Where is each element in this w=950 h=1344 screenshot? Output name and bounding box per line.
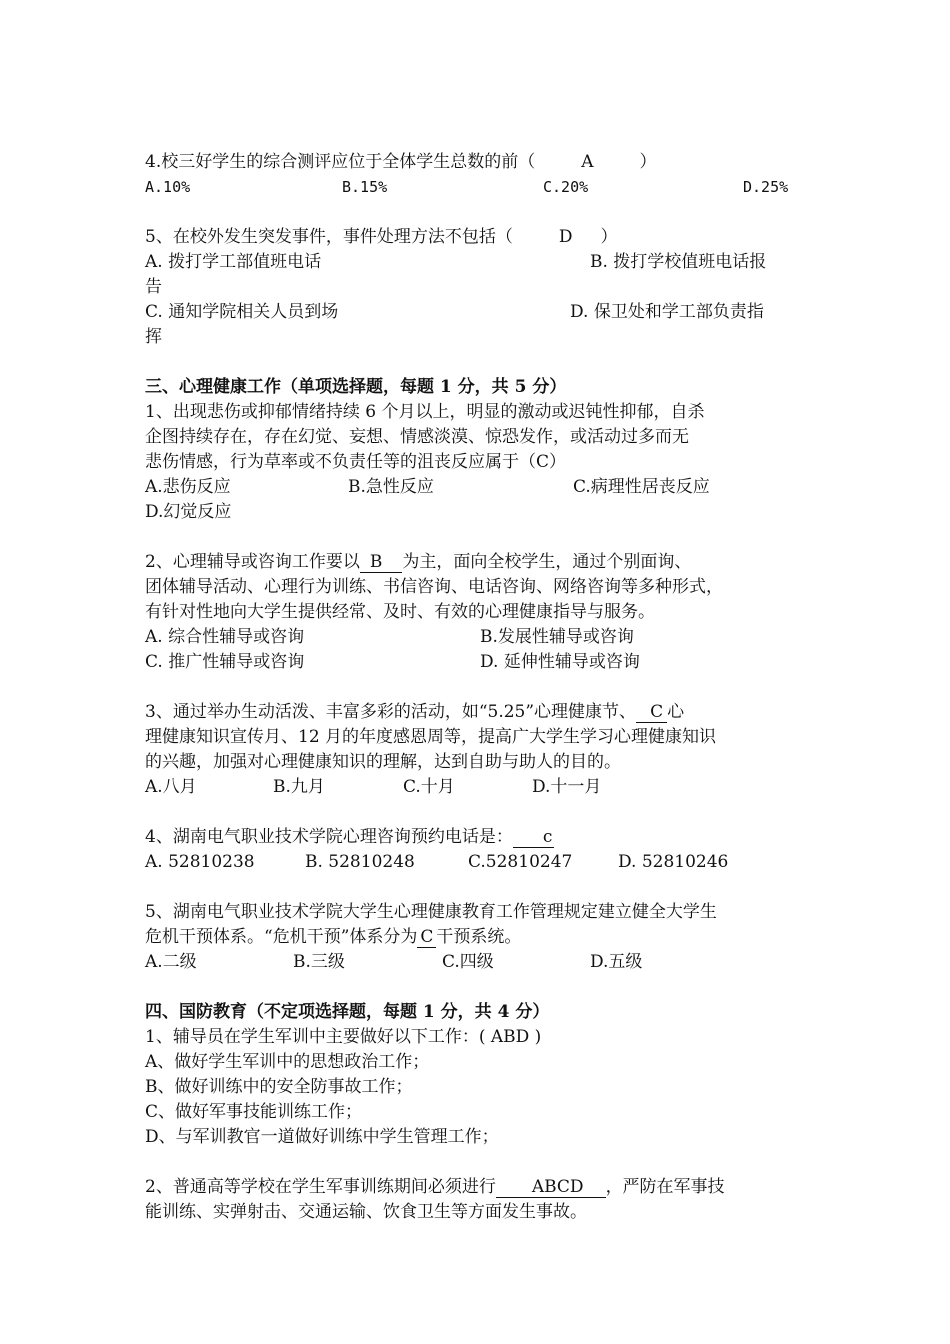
answer-letter: D bbox=[558, 227, 573, 247]
s4-q1-stem: 1、辅导员在学生军训中主要做好以下工作：( ABD ) bbox=[145, 1027, 542, 1047]
answer-blank: c bbox=[513, 827, 555, 848]
s3-q2-line-1 bbox=[145, 550, 810, 575]
s3-q1-options bbox=[145, 475, 810, 500]
section-4-title: 四、国防教育（不定项选择题，每题 1 分，共 4 分） bbox=[145, 1002, 550, 1022]
s3-q1-line-1: 1、出现悲伤或抑郁情绪持续 6 个月以上，明显的激动或迟钝性抑郁，自杀 bbox=[145, 402, 705, 422]
option-d: D、与军训教官一道做好训练中学生管理工作； bbox=[145, 1127, 499, 1147]
question-text: ，严防在军事技 bbox=[605, 1177, 725, 1197]
option-a: A. 拨打学工部值班电话 bbox=[145, 252, 322, 272]
option-d: D.五级 bbox=[590, 952, 643, 972]
option-d-wrap: 挥 bbox=[145, 327, 162, 347]
answer-letter: A bbox=[581, 152, 594, 172]
question-text: 干预系统。 bbox=[436, 927, 522, 947]
option-b: B.发展性辅导或咨询 bbox=[480, 627, 634, 647]
option-c: C. 通知学院相关人员到场 bbox=[145, 302, 339, 322]
option-a: A. 52810238 bbox=[145, 852, 255, 872]
s3-q3-line-2: 理健康知识宣传月、12 月的年度感恩周等，提高广大学生学习心理健康知识 bbox=[145, 727, 717, 747]
s3-q4-options bbox=[145, 850, 810, 875]
s3-q5-line-2 bbox=[145, 925, 810, 950]
s3-q5-options bbox=[145, 950, 810, 975]
s3-q1-line-3: 悲伤情感，行为草率或不负责任等的沮丧反应属于（C） bbox=[145, 452, 567, 472]
s4-q2-line-1 bbox=[145, 1175, 810, 1200]
option-a: A. 综合性辅导或咨询 bbox=[145, 627, 305, 647]
question-5-options-cd bbox=[145, 300, 810, 325]
option-d: D. 保卫处和学工部负责指 bbox=[570, 302, 764, 322]
s3-q1-line-2: 企图持续存在，存在幻觉、妄想、情感淡漠、惊恐发作，或活动过多而无 bbox=[145, 427, 689, 447]
s3-q2-line-3: 有针对性地向大学生提供经常、及时、有效的心理健康指导与服务。 bbox=[145, 602, 655, 622]
option-b-wrap: 告 bbox=[145, 277, 162, 297]
option-c: C. 推广性辅导或咨询 bbox=[145, 652, 305, 672]
answer-blank: C bbox=[417, 927, 436, 948]
option-c: C.20% bbox=[543, 178, 589, 196]
option-b: B.九月 bbox=[273, 777, 325, 797]
option-c: C.十月 bbox=[403, 777, 455, 797]
close-paren: ） bbox=[639, 152, 657, 172]
option-c: C.病理性居丧反应 bbox=[573, 477, 710, 497]
s3-q5-line-1: 5、湖南电气职业技术学院大学生心理健康教育工作管理规定建立健全大学生 bbox=[145, 902, 717, 922]
s3-q4-line-1 bbox=[145, 825, 810, 850]
question-4-options bbox=[145, 175, 810, 200]
option-a: A、做好学生军训中的思想政治工作； bbox=[145, 1052, 430, 1072]
s3-q3-line-1 bbox=[145, 700, 810, 725]
option-b: B. 拨打学校值班电话报 bbox=[590, 252, 767, 272]
option-d: D.25% bbox=[743, 178, 789, 196]
option-a: A.二级 bbox=[145, 952, 197, 972]
question-text: 为主，面向全校学生，通过个别面询、 bbox=[402, 552, 692, 572]
option-a: A.悲伤反应 bbox=[145, 477, 231, 497]
option-a: A.10% bbox=[145, 178, 191, 196]
option-b: B.15% bbox=[342, 178, 388, 196]
s3-q3-options bbox=[145, 775, 810, 800]
question-text: 危机干预体系。“危机干预”体系分为 bbox=[145, 927, 418, 947]
option-d: D. 延伸性辅导或咨询 bbox=[480, 652, 640, 672]
option-c: C.四级 bbox=[442, 952, 494, 972]
question-text: 3、通过举办生动活泼、丰富多彩的活动，如“5.25”心理健康节、 bbox=[145, 702, 637, 722]
question-stem-text: 4.校三好学生的综合测评应位于全体学生总数的前（ bbox=[145, 152, 536, 172]
option-d: D. 52810246 bbox=[618, 852, 729, 872]
question-stem-text: 5、在校外发生突发事件，事件处理方法不包括（ bbox=[145, 227, 513, 247]
section-3-title: 三、心理健康工作（单项选择题，每题 1 分，共 5 分） bbox=[145, 377, 567, 397]
answer-blank: C bbox=[636, 702, 667, 723]
question-4-stem bbox=[145, 150, 810, 175]
question-5-stem bbox=[145, 225, 810, 250]
option-b: B.急性反应 bbox=[348, 477, 434, 497]
option-c: C、做好军事技能训练工作； bbox=[145, 1102, 363, 1122]
option-c: C.52810247 bbox=[468, 852, 573, 872]
option-d: D.幻觉反应 bbox=[145, 502, 232, 522]
question-text: 4、湖南电气职业技术学院心理咨询预约电话是： bbox=[145, 827, 513, 847]
s3-q2-options-cd bbox=[145, 650, 810, 675]
s4-q2-line-2: 能训练、实弹射击、交通运输、饮食卫生等方面发生事故。 bbox=[145, 1202, 587, 1222]
answer-blank: B bbox=[360, 552, 403, 573]
document-page bbox=[145, 150, 810, 1225]
option-b: B. 52810248 bbox=[305, 852, 415, 872]
question-text: 心 bbox=[667, 702, 685, 722]
option-a: A.八月 bbox=[145, 777, 197, 797]
question-text: 2、普通高等学校在学生军事训练期间必须进行 bbox=[145, 1177, 496, 1197]
close-paren: ） bbox=[600, 227, 618, 247]
question-5-options-ab bbox=[145, 250, 810, 275]
answer-blank: ABCD bbox=[496, 1177, 606, 1198]
s3-q2-options-ab bbox=[145, 625, 810, 650]
s3-q2-line-2: 团体辅导活动、心理行为训练、书信咨询、电话咨询、网络咨询等多种形式， bbox=[145, 577, 723, 597]
question-text: 2、心理辅导或咨询工作要以 bbox=[145, 552, 360, 572]
option-b: B.三级 bbox=[293, 952, 345, 972]
option-d: D.十一月 bbox=[532, 777, 602, 797]
s3-q3-line-3: 的兴趣，加强对心理健康知识的理解，达到自助与助人的目的。 bbox=[145, 752, 621, 772]
option-b: B、做好训练中的安全防事故工作； bbox=[145, 1077, 413, 1097]
